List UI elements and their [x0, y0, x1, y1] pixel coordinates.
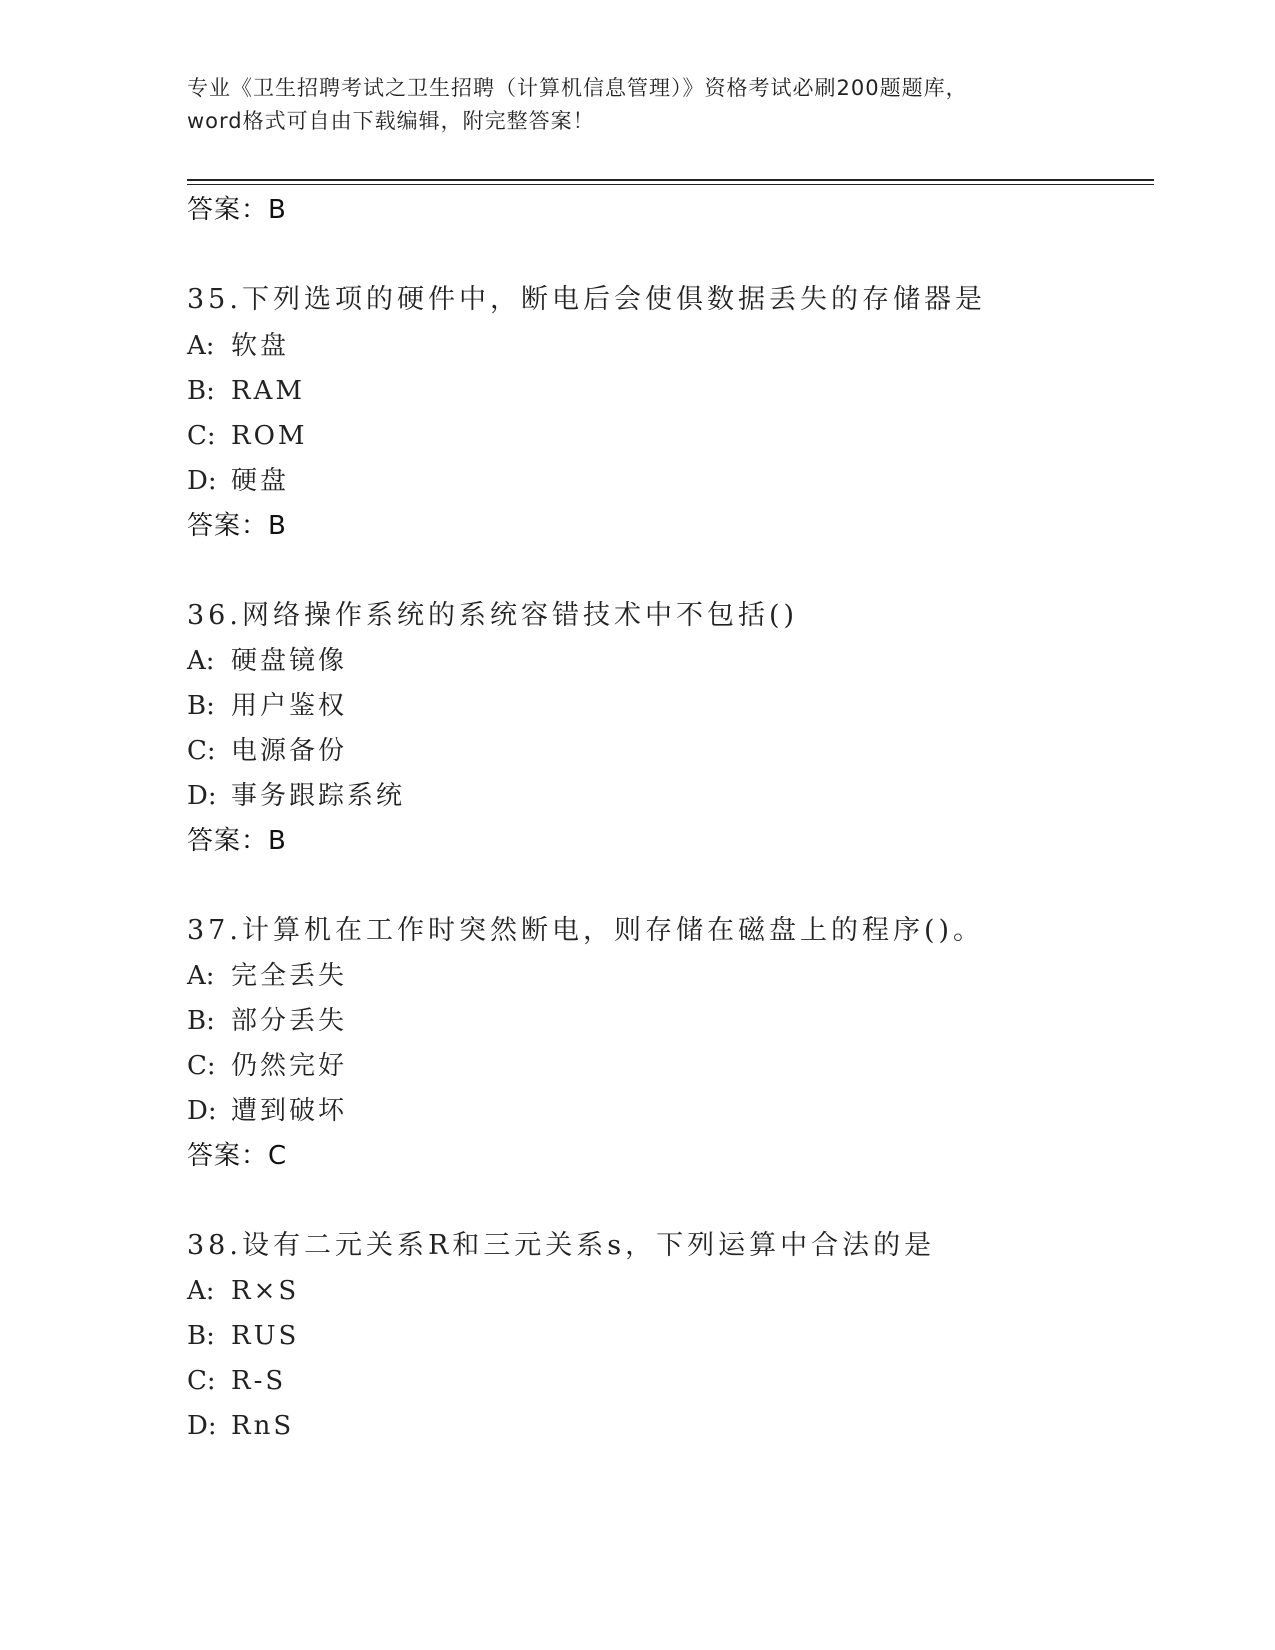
option-text: R-S — [231, 1366, 287, 1396]
option-a — [187, 960, 347, 992]
answer-previous: 答案：B — [187, 195, 287, 225]
option-letter: C: — [187, 421, 216, 451]
option-b — [187, 375, 305, 407]
option-text: 完全丢失 — [231, 961, 348, 991]
option-letter: C: — [187, 1366, 216, 1396]
answer: 答案：C — [187, 1141, 288, 1171]
option-c — [187, 735, 347, 767]
option-letter: D: — [187, 1096, 217, 1126]
header-rule-thick — [187, 179, 1154, 181]
option-a — [187, 330, 289, 362]
answer: 答案：B — [187, 511, 287, 541]
option-d — [187, 465, 289, 497]
option-letter: C: — [187, 736, 216, 766]
option-text: 硬盘镜像 — [231, 646, 348, 676]
option-letter: B: — [187, 376, 215, 406]
option-text: RAM — [231, 376, 305, 406]
option-letter: D: — [187, 1411, 217, 1441]
option-b — [187, 1005, 347, 1037]
option-letter: D: — [187, 781, 217, 811]
question-stem: 38.设有二元关系R和三元关系s，下列运算中合法的是 — [187, 1230, 936, 1261]
option-letter: A: — [187, 1276, 215, 1306]
option-text: 事务跟踪系统 — [231, 781, 406, 811]
option-a — [187, 1275, 299, 1307]
option-text: 用户鉴权 — [231, 691, 348, 721]
header-line-2: word格式可自由下载编辑，附完整答案！ — [187, 109, 595, 133]
option-text: ROM — [231, 421, 308, 451]
option-letter: B: — [187, 1006, 215, 1036]
option-d — [187, 1095, 347, 1127]
option-letter: B: — [187, 1321, 215, 1351]
option-text: 遭到破坏 — [231, 1096, 348, 1126]
option-c — [187, 420, 308, 452]
question-stem: 36.网络操作系统的系统容错技术中不包括() — [187, 600, 799, 631]
option-b — [187, 1320, 299, 1352]
option-a — [187, 645, 347, 677]
option-letter: C: — [187, 1051, 216, 1081]
question-stem: 37.计算机在工作时突然断电，则存储在磁盘上的程序()。 — [187, 915, 985, 946]
option-text: R×S — [231, 1276, 300, 1306]
option-text: 电源备份 — [231, 736, 348, 766]
option-text: 仍然完好 — [231, 1051, 348, 1081]
header-rule-thin — [187, 184, 1154, 185]
option-text: 软盘 — [231, 331, 290, 361]
option-text: 硬盘 — [231, 466, 290, 496]
option-letter: A: — [187, 331, 215, 361]
option-text: RnS — [231, 1411, 295, 1441]
option-d — [187, 1410, 294, 1442]
option-d — [187, 780, 405, 812]
option-text: 部分丢失 — [231, 1006, 348, 1036]
document-header — [187, 72, 1087, 138]
option-letter: D: — [187, 466, 217, 496]
answer: 答案：B — [187, 826, 287, 856]
option-b — [187, 690, 347, 722]
option-c — [187, 1050, 347, 1082]
option-letter: A: — [187, 961, 215, 991]
option-letter: B: — [187, 691, 215, 721]
option-letter: A: — [187, 646, 215, 676]
header-line-1: 专业《卫生招聘考试之卫生招聘（计算机信息管理）》资格考试必刷200题题库， — [187, 76, 968, 100]
option-text: RUS — [231, 1321, 300, 1351]
option-c — [187, 1365, 286, 1397]
question-stem: 35.下列选项的硬件中，断电后会使俱数据丢失的存储器是 — [187, 284, 986, 315]
